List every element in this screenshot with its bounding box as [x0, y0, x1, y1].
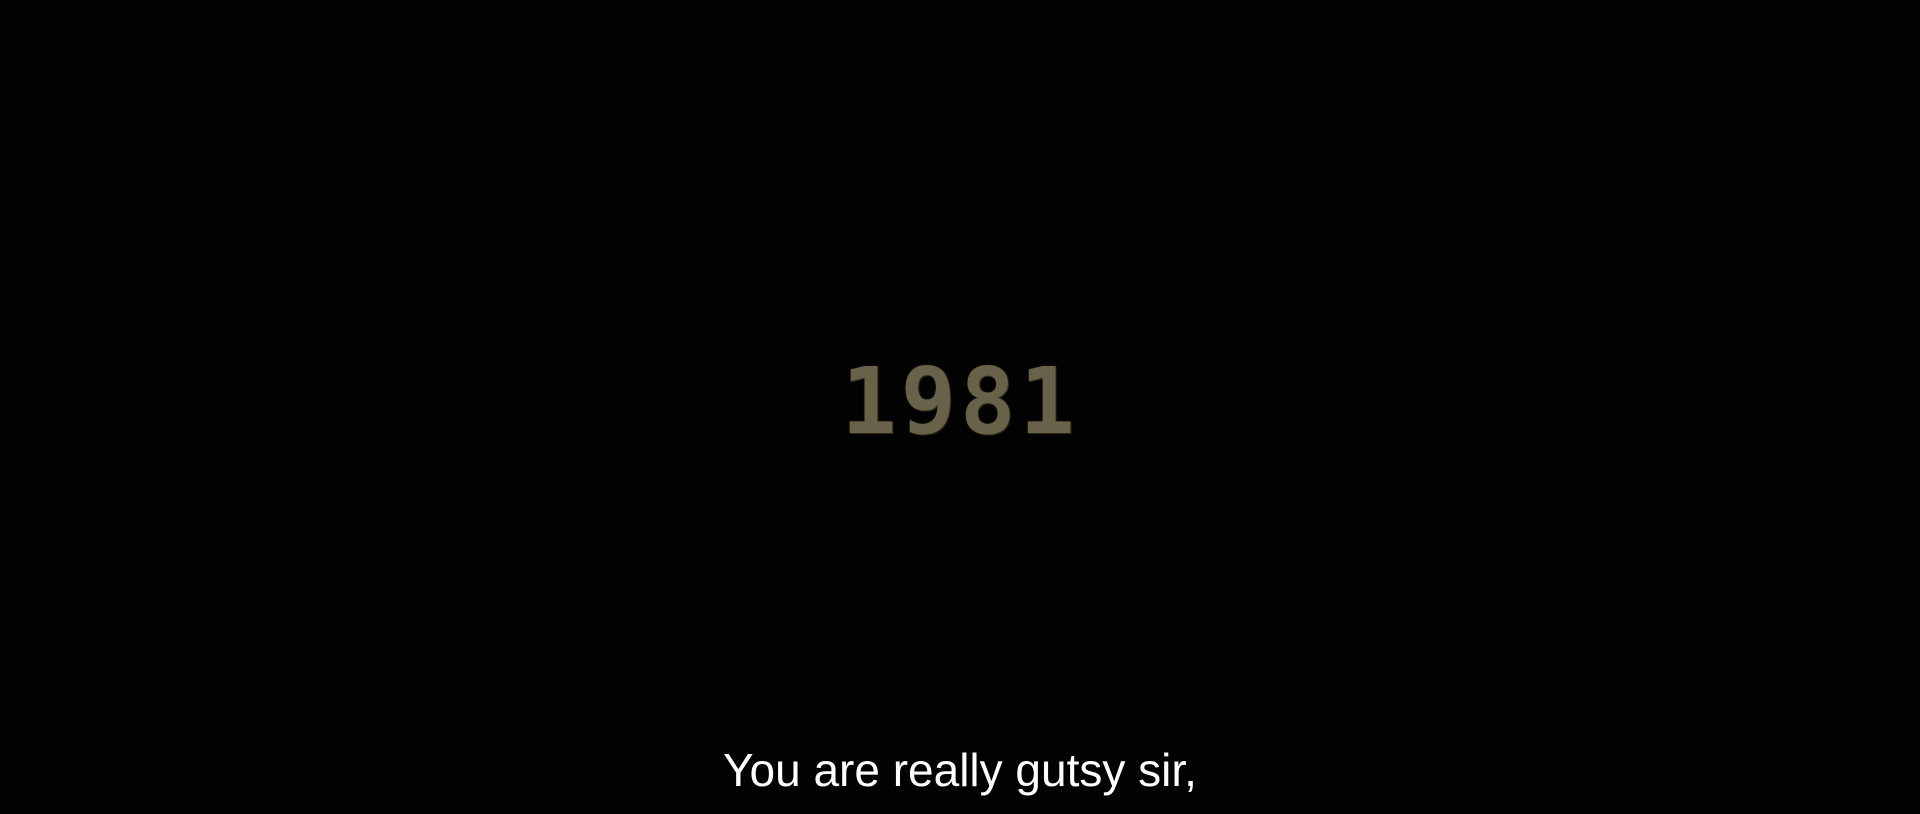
subtitle-caption: You are really gutsy sir,	[723, 744, 1197, 796]
year-title: 1981	[841, 348, 1079, 455]
